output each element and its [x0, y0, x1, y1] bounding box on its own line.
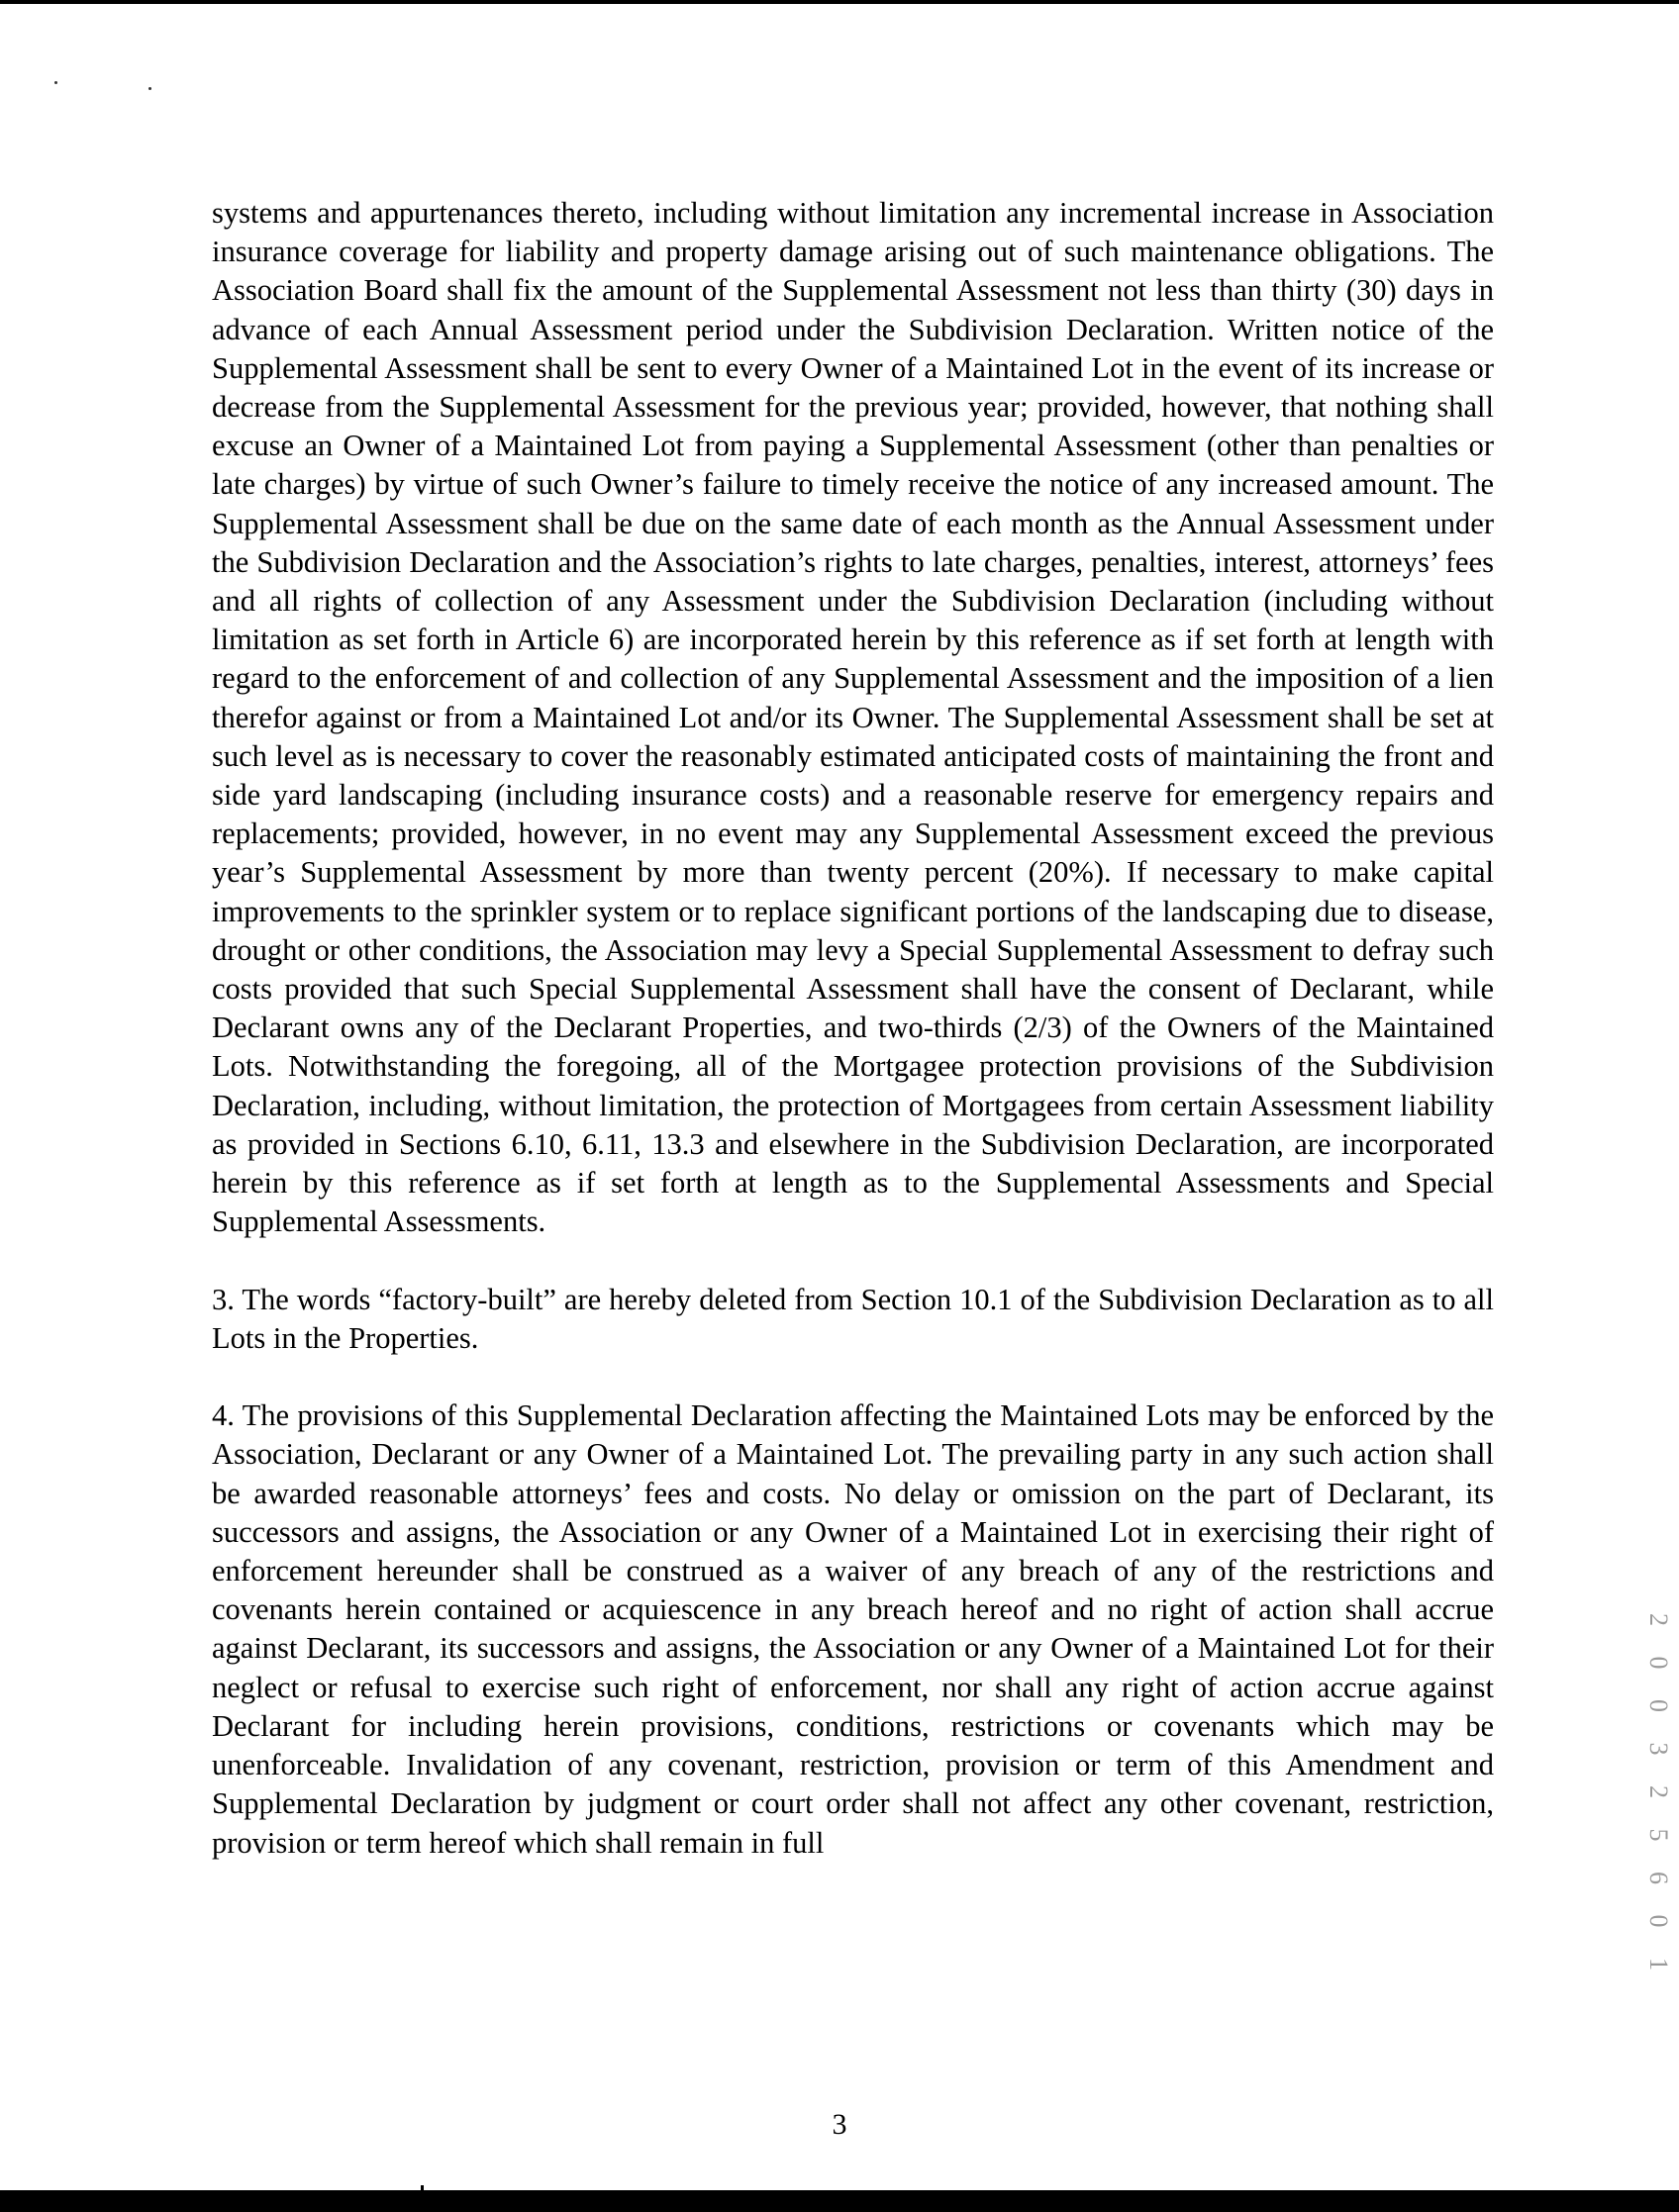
page-number: 3: [832, 2108, 847, 2141]
scan-speck: [54, 81, 57, 84]
scan-border-top: [0, 0, 1679, 4]
document-body: [212, 194, 1494, 1901]
scan-speck: [148, 87, 151, 90]
scan-border-bottom: [0, 2190, 1679, 2212]
paragraph-assessment-continued: systems and appurtenances thereto, including without limitation any incremental increase in Association insurance coverage for liability and property damage arising out of such maintenance obligations. The Association Board shall fix the amount of the Supplemental Assessment not less than thirty (30) days in advance of each Annual Assessment period under the Subdivision Declaration. Written notice of the Supplemental Assessment shall be sent to every Owner of a Maintained Lot in the event of its increase or decrease from the Supplemental Assessment for the previous year; provided, however, that nothing shall excuse an Owner of a Maintained Lot from paying a Supplemental Assessment (other than penalties or late charges) by virtue of such Owner’s failure to timely receive the notice of any increased amount. The Supplemental Assessment shall be due on the same date of each month as the Annual Assessment under the Subdivision Declaration and the Association’s rights to late charges, penalties, interest, attorneys’ fees and all rights of collection of any Assessment under the Subdivision Declaration (including without limitation as set forth in Article 6) are incorporated herein by this reference as if set forth at length with regard to the enforcement of and collection of any Supplemental Assessment and the imposition of a lien therefor against or from a Maintained Lot and/or its Owner. The Supplemental Assessment shall be set at such level as is necessary to cover the reasonably estimated anticipated costs of maintaining the front and side yard landscaping (including insurance costs) and a reasonable reserve for emergency repairs and replacements; provided, however, in no event may any Supplemental Assessment exceed the previous year’s Supplemental Assessment by more than twenty percent (20%). If necessary to make capital improvements to the sprinkler system or to replace significant portions of the landscaping due to disease, drought or other conditions, the Association may levy a Special Supplemental Assessment to defray such costs provided that such Special Supplemental Assessment shall have the consent of Declarant, while Declarant owns any of the Declarant Properties, and two-thirds (2/3) of the Owners of the Maintained Lots. Notwithstanding the foregoing, all of the Mortgagee protection provisions of the Subdivision Declaration, including, without limitation, the protection of Mortgagees from certain Assessment liability as provided in Sections 6.10, 6.11, 13.3 and elsewhere in the Subdivision Declaration, are incorporated herein by this reference as if set forth at length as to the Supplemental Assessments and Special Supplemental Assessments.: [212, 196, 1494, 1239]
scan-mark: [421, 2185, 424, 2201]
recording-number-stamp: 2 0 0 3 2 5 6 0 1: [1644, 1613, 1673, 1982]
paragraph-section-4: 4. The provisions of this Supplemental Declaration affecting the Maintained Lots may be enforced by the Association, Declarant or any Owner of a Maintained Lot. The prevailing party in any such action shall be awarded reasonable attorneys’ fees and costs. No delay or omission on the part of Declarant, its successors and assigns, the Association or any Owner of a Maintained Lot in exercising their right of enforcement hereunder shall be construed as a waiver of any breach of any of the restrictions and covenants herein contained or acquiescence in any breach hereof and no right of action shall accrue against Declarant, its successors and assigns, the Association or any Owner of a Maintained Lot for their neglect or refusal to exercise such right of enforcement, nor shall any right of action accrue against Declarant for including herein provisions, conditions, restrictions or covenants which may be unenforceable. Invalidation of any covenant, restriction, provision or term of this Amendment and Supplemental Declaration by judgment or court order shall not affect any other covenant, restriction, provision or term hereof which shall remain in full: [212, 1398, 1494, 1860]
paragraph-section-3: 3. The words “factory-built” are hereby deleted from Section 10.1 of the Subdivision Declaration as to all Lots in the Properties.: [212, 1282, 1494, 1355]
